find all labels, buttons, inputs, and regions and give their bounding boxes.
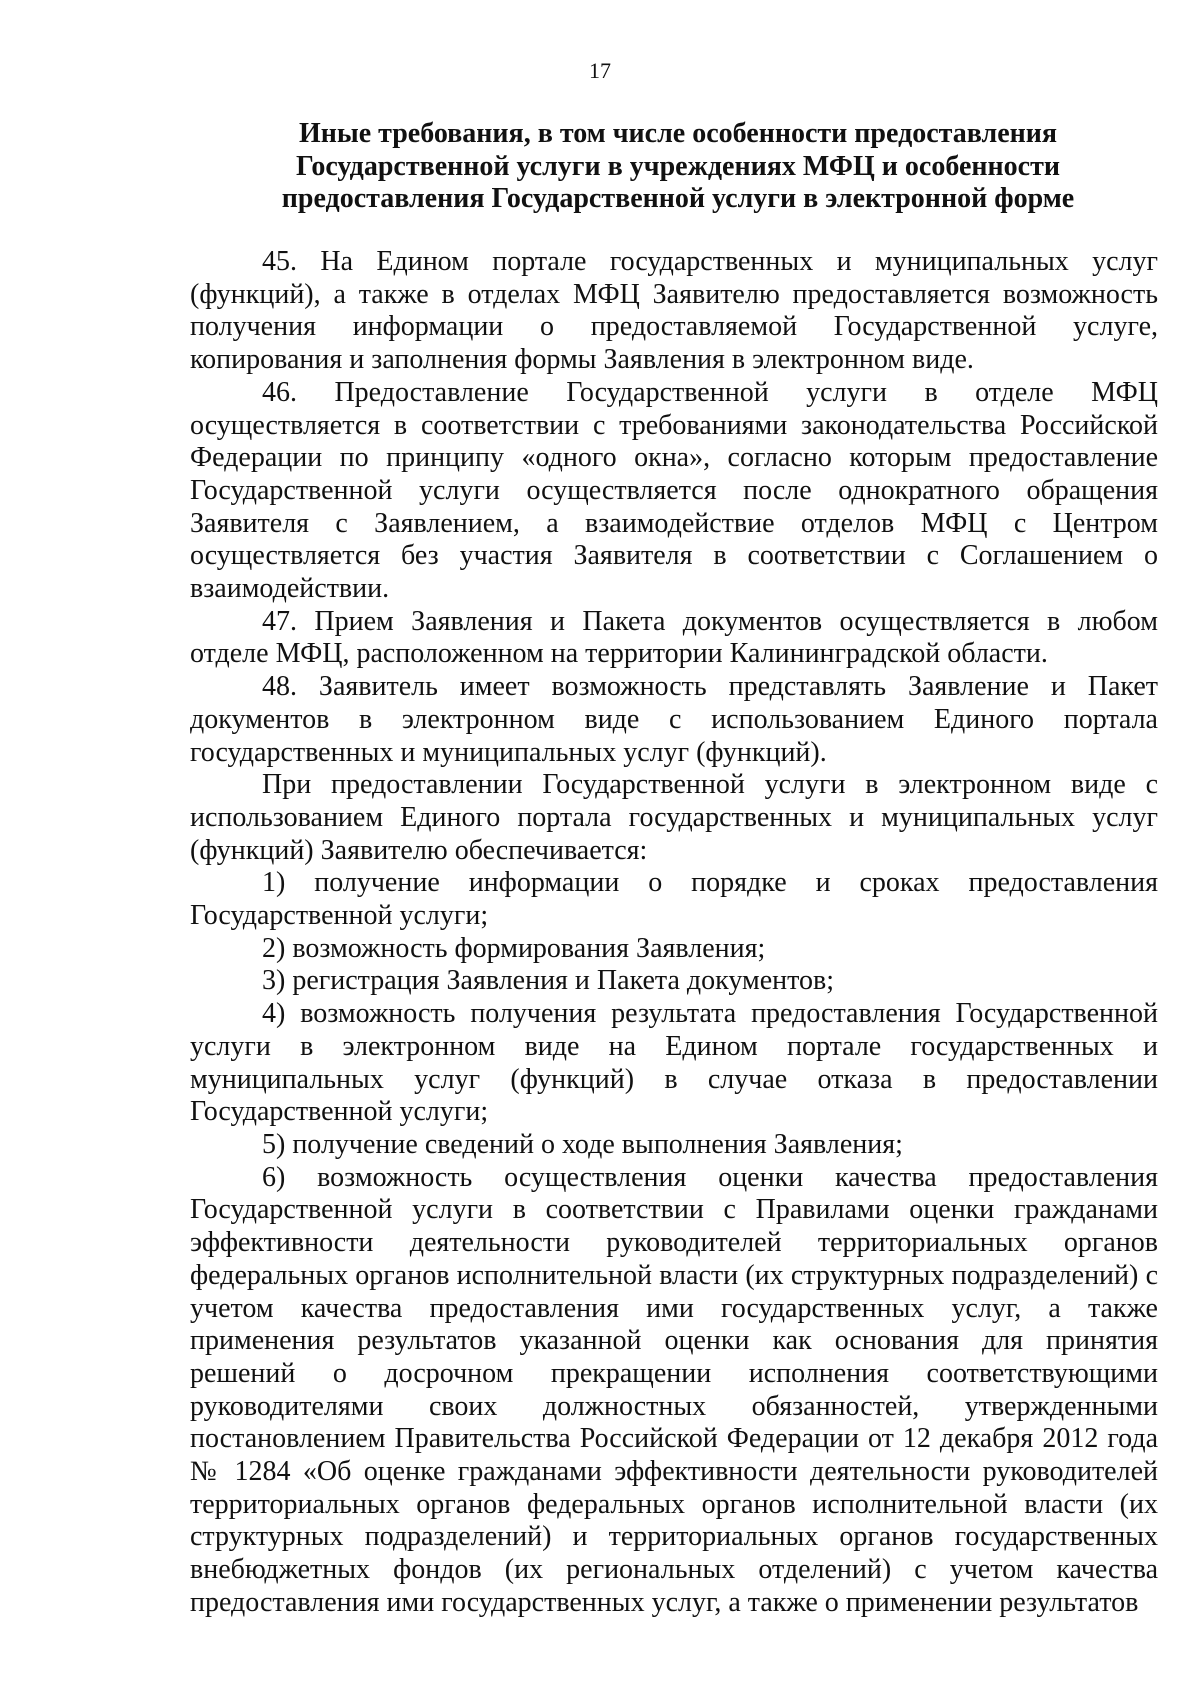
section-heading <box>190 118 1166 216</box>
list-item-5: 5) получение сведений о ходе выполнения Заявления; <box>262 1128 903 1160</box>
list-item-4: 4) возможность получения результата предоставления Государственной услуги в электронном виде на Едином портале государственных и муниципальных услуг (функций) в случае отказа в предоставлении Государственной услуги; <box>190 998 1158 1128</box>
paragraph-48: 48. Заявитель имеет возможность представлять Заявление и Пакет документов в электронном виде с использованием Единого портала государственных и муниципальных услуг (функций). <box>190 671 1158 768</box>
list-item-6: 6) возможность осуществления оценки качества предоставления Государственной услуги в соответствии с Правилами оценки гражданами эффективности деятельности руководителей территориальных органов федеральных органов исполнительной власти (их структурных подразделений) с учетом качества предоставления ими государственных услуг, а также применения результатов указанной оценки как основания для принятия решений о досрочном прекращении исполнения соответствующими руководителями своих должностных обязанностей, утвержденными постановлением Правительства Российской Федерации от 12 декабря 2012 года № 1284 «Об оценке гражданами эффективности деятельности руководителей территориальных органов федеральных органов исполнительной власти (их структурных подразделений) и территориальных органов государственных внебюджетных фондов (их региональных отделений) с учетом качества предоставления ими государственных услуг, а также о применении результатов <box>190 1161 1158 1618</box>
heading-line-2: Государственной услуги в учреждениях МФЦ и особенности <box>296 150 1060 182</box>
paragraph-47: 47. Прием Заявления и Пакета документов осуществляется в любом отделе МФЦ, расположенном на территории Калининградской области. <box>190 605 1158 670</box>
heading-line-3: предоставления Государственной услуги в электронной форме <box>281 183 1075 214</box>
paragraph-46: 46. Предоставление Государственной услуги в отделе МФЦ осуществляется в соответствии с требованиями законодательства Российской Федерации по принципу «одного окна», согласно которым предоставление Государственной услуги осуществляется после однократного обращения Заявителя с Заявлением, а взаимодействие отделов МФЦ с Центром осуществляется без участия Заявителя в соответствии с Соглашением о взаимодействии. <box>190 376 1158 605</box>
paragraph-intro-list: При предоставлении Государственной услуги в электронном виде с использованием Единого портала государственных и муниципальных услуг (функций) Заявителю обеспечивается: <box>190 769 1158 866</box>
paragraph-45: 45. На Едином портале государственных и муниципальных услуг (функций), а также в отделах МФЦ Заявителю предоставляется возможность получения информации о предоставляемой Государственной услуге, копирования и заполнения формы Заявления в электронном виде. <box>190 246 1158 376</box>
list-item-3: 3) регистрация Заявления и Пакета документов; <box>262 965 834 997</box>
list-item-2: 2) возможность формирования Заявления; <box>262 932 766 964</box>
document-body <box>190 246 1158 1620</box>
page-number: 17 <box>589 58 611 83</box>
heading-line-1: Иные требования, в том числе особенности предоставления <box>298 118 1058 149</box>
list-item-1: 1) получение информации о порядке и сроках предоставления Государственной услуги; <box>190 867 1158 932</box>
